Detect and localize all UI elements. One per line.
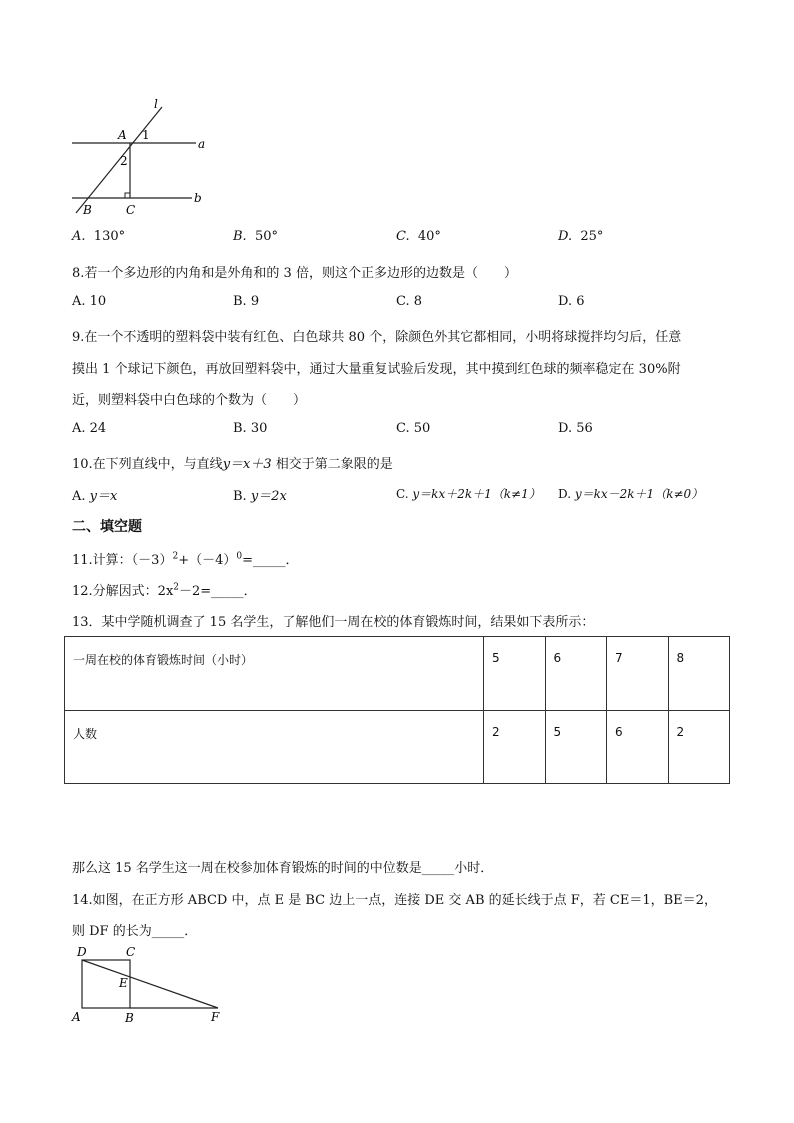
table-header-cell: 人数 <box>65 710 484 784</box>
q9-line-1: 9.在一个不透明的塑料袋中装有红色、白色球共 80 个，除颜色外其它都相同，小明将球搅拌均匀后，任意 <box>72 330 682 345</box>
table-cell: 5 <box>484 637 546 711</box>
q14-line-1: 14.如图，在正方形 ABCD 中，点 E 是 BC 边上一点，连接 DE 交 AB 的延长线于点 F，若 CE＝1，BE＝2， <box>72 893 717 908</box>
q9-option-a: A. 24 <box>72 421 107 436</box>
table-cell: 2 <box>668 710 730 784</box>
label-D: D <box>77 945 87 959</box>
q12-stem: 12.分解因式：$2x^2-2=\_\_\_\_\_$． <box>72 582 257 599</box>
q9-option-b: B. 30 <box>233 421 268 436</box>
q11-stem: 11.计算：$(-3)^2+(-4)^0=\_\_\_\_\_$． <box>72 551 299 568</box>
label-B: B <box>125 1011 134 1025</box>
label-A: A <box>72 1010 81 1024</box>
exercise-time-table <box>64 636 730 784</box>
label-C: C <box>126 945 136 959</box>
q7-option-c: C. 40° <box>396 229 441 244</box>
table-cell: 6 <box>545 637 607 711</box>
table-cell: 8 <box>668 637 730 711</box>
q10-stem: 10.在下列直线中，与直线y＝x＋3 相交于第二象限的是 <box>72 457 393 472</box>
q14-line-2: 则 DF 的长为_____． <box>72 924 198 939</box>
label-b: b <box>194 191 202 205</box>
right-angle-mark <box>125 193 130 198</box>
label-1: 1 <box>142 128 150 142</box>
figure-square-abcd <box>68 942 238 1028</box>
q10-option-a: A. y＝x <box>72 489 118 504</box>
q8-option-d: D. 6 <box>558 294 585 309</box>
line-l <box>76 107 162 213</box>
label-F: F <box>211 1010 220 1024</box>
table-cell: 7 <box>607 637 669 711</box>
section-heading-fill-in: 二、填空题 <box>72 519 142 535</box>
q8-option-a: A. 10 <box>72 294 107 309</box>
q9-option-c: C. 50 <box>396 421 431 436</box>
q8-stem: 8.若一个多边形的内角和是外角和的 3 倍，则这个正多边形的边数是（ ） <box>72 266 517 281</box>
label-B: B <box>83 203 92 217</box>
q9-option-d: D. 56 <box>558 421 593 436</box>
figure-parallel-lines <box>60 95 220 220</box>
table-cell: 5 <box>545 710 607 784</box>
label-l: l <box>154 97 158 111</box>
table-cell: 6 <box>607 710 669 784</box>
label-A: A <box>118 128 127 142</box>
label-C: C <box>126 203 136 217</box>
q7-option-a: A. 130° <box>72 229 126 244</box>
q9-line-3: 近，则塑料袋中白色球的个数为（ ） <box>72 393 307 408</box>
q10-option-d: D. y＝kx－2k＋1（k≠0） <box>558 487 704 501</box>
q7-option-d: D. 25° <box>558 229 604 244</box>
label-E: E <box>119 976 128 990</box>
label-2: 2 <box>120 154 128 168</box>
table-cell: 2 <box>484 710 546 784</box>
q13-followup: 那么这 15 名学生这一周在校参加体育锻炼的时间的中位数是_____小时． <box>72 861 494 876</box>
segment-DF <box>82 960 218 1008</box>
table-header-cell: 一周在校的体育锻炼时间（小时） <box>65 637 484 711</box>
label-a: a <box>198 137 206 151</box>
q10-option-c: C. y＝kx＋2k＋1（k≠1） <box>396 487 541 501</box>
q9-line-2: 摸出 1 个球记下颜色，再放回塑料袋中，通过大量重复试验后发现，其中摸到红色球的频率稳定在 30%附 <box>72 362 681 377</box>
q10-option-b: B. y＝2x <box>233 489 287 504</box>
q8-option-b: B. 9 <box>233 294 260 309</box>
q8-option-c: C. 8 <box>396 294 423 309</box>
table-row <box>65 710 730 784</box>
q7-option-b: B. 50° <box>233 229 278 244</box>
table-row <box>65 637 730 711</box>
q13-stem: 13．某中学随机调查了 15 名学生，了解他们一周在校的体育锻炼时间，结果如下表所示： <box>72 615 595 630</box>
